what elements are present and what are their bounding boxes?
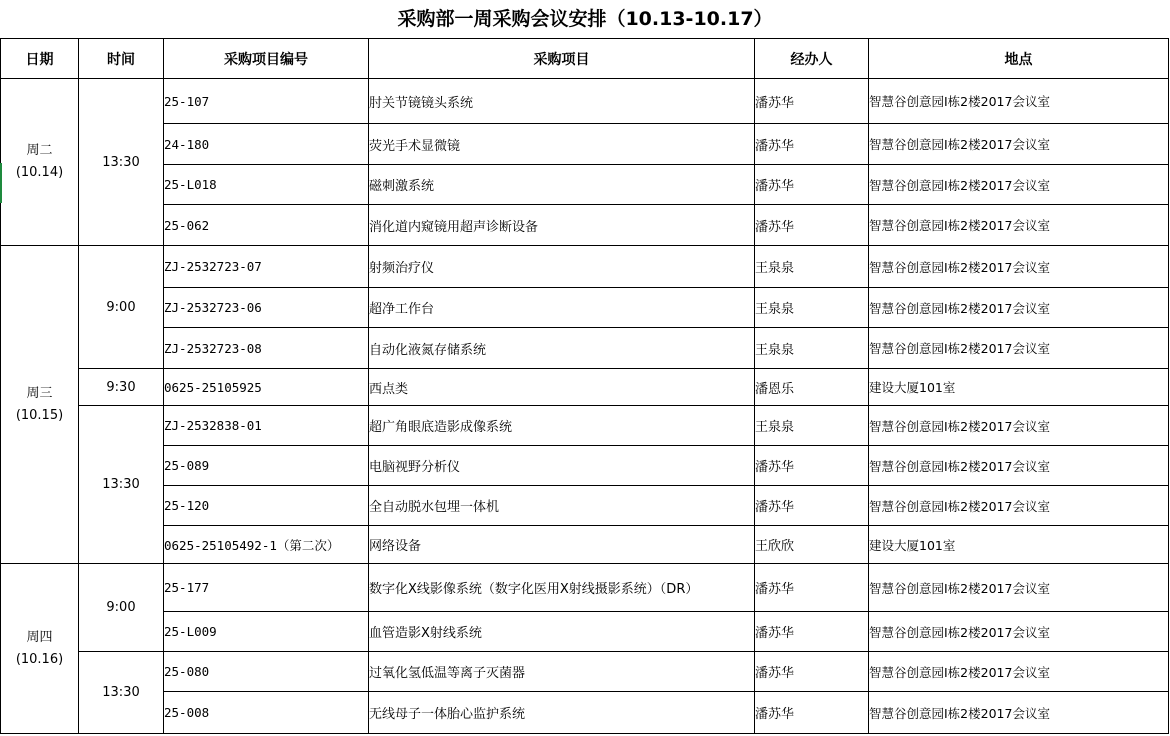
person-cell: 王欣欣 [755,526,869,564]
code-cell: 25-120 [164,486,369,526]
item-cell: 无线母子一体胎心监护系统 [369,692,755,734]
person-cell: 王泉泉 [755,246,869,288]
code-cell: ZJ-2532723-07 [164,246,369,288]
code-cell: 25-107 [164,79,369,124]
person-cell: 王泉泉 [755,288,869,328]
table-row [1,446,1169,486]
person-cell: 王泉泉 [755,406,869,446]
location-cell: 智慧谷创意园I栋2楼2017会议室 [869,205,1169,246]
table-row [1,692,1169,734]
table-row [1,328,1169,369]
person-cell: 潘苏华 [755,612,869,652]
person-cell: 潘恩乐 [755,369,869,406]
header-row [1,39,1169,79]
item-cell: 超净工作台 [369,288,755,328]
date-cell [1,246,79,564]
location-cell: 智慧谷创意园I栋2楼2017会议室 [869,692,1169,734]
location-cell: 智慧谷创意园I栋2楼2017会议室 [869,652,1169,692]
day-label: 周二 [26,143,53,158]
header-date: 日期 [1,39,79,79]
location-cell: 智慧谷创意园I栋2楼2017会议室 [869,486,1169,526]
item-cell: 数字化X线影像系统（数字化医用X射线摄影系统）（DR） [369,564,755,612]
code-cell: ZJ-2532838-01 [164,406,369,446]
item-cell: 血管造影X射线系统 [369,612,755,652]
person-cell: 潘苏华 [755,205,869,246]
location-cell: 智慧谷创意园I栋2楼2017会议室 [869,328,1169,369]
item-cell: 电脑视野分析仪 [369,446,755,486]
person-cell: 潘苏华 [755,79,869,124]
person-cell: 王泉泉 [755,328,869,369]
header-person: 经办人 [755,39,869,79]
location-cell: 智慧谷创意园I栋2楼2017会议室 [869,446,1169,486]
location-cell: 智慧谷创意园I栋2楼2017会议室 [869,246,1169,288]
header-time: 时间 [79,39,164,79]
person-cell: 潘苏华 [755,446,869,486]
time-cell: 9:00 [79,564,164,652]
code-cell: 25-L018 [164,165,369,205]
code-cell: 25-177 [164,564,369,612]
table-row [1,652,1169,692]
date-label: (10.14) [15,165,64,180]
table-row [1,564,1169,612]
page-title: 采购部一周采购会议安排（10.13-10.17） [397,8,773,30]
date-cell [1,564,79,734]
table-row [1,288,1169,328]
date-cell [1,79,79,246]
time-cell: 13:30 [79,406,164,564]
location-cell: 智慧谷创意园I栋2楼2017会议室 [869,612,1169,652]
table-row [1,205,1169,246]
location-cell: 建设大厦101室 [869,526,1169,564]
table-row [1,406,1169,446]
item-cell: 肘关节镜镜头系统 [369,79,755,124]
code-cell: 25-080 [164,652,369,692]
code-cell: 0625-25105925 [164,369,369,406]
time-cell: 9:00 [79,246,164,369]
table-row [1,369,1169,406]
header-code: 采购项目编号 [164,39,369,79]
table-row [1,486,1169,526]
table-row [1,612,1169,652]
person-cell: 潘苏华 [755,692,869,734]
time-cell: 13:30 [79,79,164,246]
location-cell: 智慧谷创意园I栋2楼2017会议室 [869,124,1169,165]
code-cell: ZJ-2532723-08 [164,328,369,369]
header-location: 地点 [869,39,1169,79]
item-cell: 过氧化氢低温等离子灭菌器 [369,652,755,692]
table-row [1,526,1169,564]
location-cell: 智慧谷创意园I栋2楼2017会议室 [869,564,1169,612]
item-cell: 磁刺激系统 [369,165,755,205]
location-cell: 智慧谷创意园I栋2楼2017会议室 [869,79,1169,124]
code-cell: 25-L009 [164,612,369,652]
person-cell: 潘苏华 [755,165,869,205]
location-cell: 智慧谷创意园I栋2楼2017会议室 [869,288,1169,328]
item-cell: 自动化液氮存储系统 [369,328,755,369]
row-selection-marker [0,163,2,203]
table-row [1,79,1169,124]
date-label: (10.16) [15,651,64,667]
table-row [1,124,1169,165]
day-label: 周三 [26,385,53,401]
schedule-table [0,38,1169,734]
item-cell: 荧光手术显微镜 [369,124,755,165]
item-cell: 网络设备 [369,526,755,564]
code-cell: 25-062 [164,205,369,246]
code-cell: 0625-25105492-1（第二次） [164,526,369,564]
code-cell: 24-180 [164,124,369,165]
day-label: 周四 [26,629,53,645]
location-cell: 建设大厦101室 [869,369,1169,406]
code-cell: ZJ-2532723-06 [164,288,369,328]
location-cell: 智慧谷创意园I栋2楼2017会议室 [869,165,1169,205]
code-cell: 25-089 [164,446,369,486]
item-cell: 全自动脱水包埋一体机 [369,486,755,526]
person-cell: 潘苏华 [755,652,869,692]
time-cell: 9:30 [79,369,164,406]
item-cell: 超广角眼底造影成像系统 [369,406,755,446]
person-cell: 潘苏华 [755,486,869,526]
date-label: (10.15) [15,407,64,423]
table-row [1,246,1169,288]
item-cell: 射频治疗仪 [369,246,755,288]
person-cell: 潘苏华 [755,124,869,165]
time-cell: 13:30 [79,652,164,734]
header-item: 采购项目 [369,39,755,79]
item-cell: 西点类 [369,369,755,406]
table-row [1,165,1169,205]
code-cell: 25-008 [164,692,369,734]
person-cell: 潘苏华 [755,564,869,612]
item-cell: 消化道内窥镜用超声诊断设备 [369,205,755,246]
location-cell: 智慧谷创意园I栋2楼2017会议室 [869,406,1169,446]
